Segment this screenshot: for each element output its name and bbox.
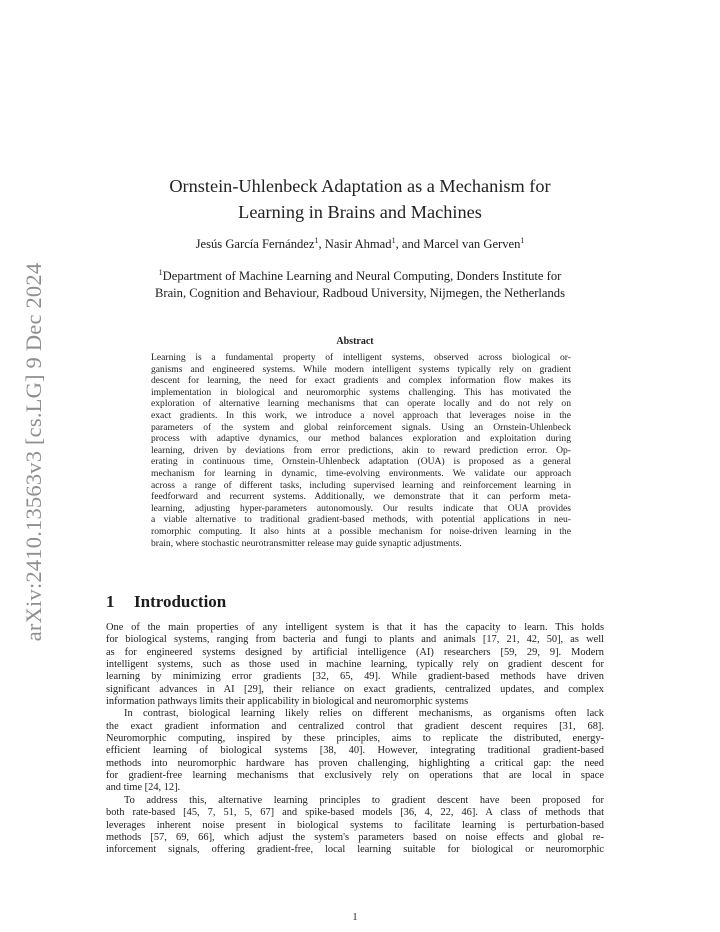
paragraph-line: significant advances in AI [29], their reliance on exact gradients, centralized updates, and complex bbox=[106, 683, 604, 695]
paragraph-line: methods into neuromorphic hardware has proven challenging, highlighting a critical gap: the need bbox=[106, 757, 604, 769]
abstract-line: process with adaptive dynamics, our method balances exploration and exploitation during bbox=[151, 433, 571, 445]
author-separator: , and bbox=[395, 237, 424, 252]
section-title: Introduction bbox=[134, 592, 227, 611]
introduction-text bbox=[106, 622, 604, 857]
author-name: Marcel van Gerven bbox=[423, 237, 521, 252]
abstract-line: parameters of the system and global reinforcement signals. Using an Ornstein-Uhlenbeck bbox=[151, 421, 571, 433]
abstract-line: learning, driven by deviations from error predictions, akin to reward prediction error. Op- bbox=[151, 444, 571, 456]
page-number: 1 bbox=[352, 912, 358, 923]
paragraph-line: both rate-based [45, 7, 51, 5, 67] and spike-based models [36, 4, 22, 46]. A class of methods that bbox=[106, 807, 604, 819]
paragraph-line: for gradient-free learning mechanisms that exclusively rely on operations that are local in space bbox=[106, 770, 604, 782]
affiliation bbox=[0, 264, 720, 302]
affiliation-line: Department of Machine Learning and Neural Computing, Donders Institute for bbox=[162, 269, 562, 284]
author-separator: , bbox=[318, 237, 325, 252]
arxiv-identifier bbox=[20, 252, 48, 652]
author-name: Jesús García Fernández bbox=[195, 237, 315, 252]
abstract-line: implementation in biological and neuromorphic systems challenging. This has motivated the bbox=[151, 386, 571, 398]
affiliation-line: Brain, Cognition and Behaviour, Radboud University, Nijmegen, the Netherlands bbox=[155, 286, 565, 301]
paragraph-line: learning by minimizing error gradients [32, 65, 49]. While gradient-based methods have driven bbox=[106, 671, 604, 683]
paragraph-line: leverages inherent noise present in biological systems to facilitate learning is perturbation-based bbox=[106, 819, 604, 831]
affiliation-mark: 1 bbox=[520, 236, 525, 245]
paper-title bbox=[0, 173, 720, 225]
paragraph-line: In contrast, biological learning likely relies on different mechanisms, as organisms often lack bbox=[124, 708, 604, 720]
paragraph-line: the exact gradient information and centralized control that gradient descent requires [31, 68]. bbox=[106, 720, 604, 732]
author-list bbox=[0, 236, 720, 252]
abstract-heading: Abstract bbox=[336, 336, 374, 347]
paragraph-line: efficient learning of biological systems [38, 40]. However, integrating traditional gradient-based bbox=[106, 745, 604, 757]
paragraph-line: and time [24, 12]. bbox=[106, 782, 181, 794]
affiliation-mark: 1 bbox=[314, 236, 319, 245]
abstract-line: Learning is a fundamental property of intelligent systems, observed across biological or- bbox=[151, 352, 571, 363]
paragraph-line: as for engineered systems designed by artificial intelligence (AI) researchers [59, 29, 9]. Modern bbox=[106, 646, 604, 658]
affiliation-mark: 1 bbox=[391, 236, 396, 245]
abstract-line: feedforward and recurrent systems. Additionally, we demonstrate that it can perform meta- bbox=[151, 491, 571, 503]
abstract-line: exact gradients. In this work, we introduce a novel approach that leverages noise in the bbox=[151, 409, 571, 421]
author-name: Nasir Ahmad bbox=[324, 237, 392, 252]
paragraph-line: Neuromorphic computing, inspired by these principles, aims to replicate the distributed, energy- bbox=[106, 733, 604, 745]
abstract-line: mechanism for learning in dynamic, time-evolving environments. We validate our approach bbox=[151, 467, 571, 479]
abstract-line: brain, where stochastic neurotransmitter release may guide synaptic adjustments. bbox=[151, 537, 462, 549]
abstract-line: romorphic computing. It also hints at a possible mechanism for noise-driven learning in the bbox=[151, 525, 571, 537]
paragraph-line: To address this, alternative learning principles to gradient descent have been proposed for bbox=[124, 794, 604, 806]
section-number: 1 bbox=[106, 592, 115, 611]
abstract-line: erating in continuous time, Ornstein-Uhlenbeck adaptation (OUA) is proposed as a general bbox=[151, 456, 571, 468]
arxiv-identifier-text: arXiv:2410.13563v3 [cs.LG] 9 Dec 2024 bbox=[21, 262, 46, 642]
abstract-line: a viable alternative to traditional gradient-based methods, with potential applications in neu- bbox=[151, 514, 571, 526]
abstract-body bbox=[151, 352, 571, 549]
title-line: Learning in Brains and Machines bbox=[238, 202, 482, 222]
affiliation-mark: 1 bbox=[158, 268, 163, 277]
paragraph-line: inforcement signals, offering gradient-free, local learning suitable for biological or neuromorphic bbox=[106, 844, 604, 856]
abstract-line: ganisms and engineered systems. While modern intelligent systems typically rely on gradient bbox=[151, 363, 571, 375]
abstract-line: descent for learning, the need for exact gradients and complex information flow makes its bbox=[151, 375, 571, 387]
paragraph-line: information pathways limits their applicability in biological and neuromorphic systems bbox=[106, 696, 469, 708]
paragraph-line: intelligent systems, such as those used in machine learning, typically rely on gradient descent for bbox=[106, 659, 604, 671]
paragraph-line: for biological systems, ranging from bacteria and fungi to plants and animals [17, 21, 42, 50], as well bbox=[106, 634, 604, 646]
abstract-line: learning, adjusting hyper-parameters autonomously. Our results indicate that OUA provides bbox=[151, 502, 571, 514]
paragraph-line: One of the main properties of any intelligent system is that it has the capacity to learn. This holds bbox=[106, 622, 604, 633]
paragraph-line: methods [57, 69, 66], which adjust the system's parameters based on noise effects and global re- bbox=[106, 831, 604, 843]
abstract-line: exploration of alternative learning mechanisms that can operate locally and do not rely on bbox=[151, 398, 571, 410]
title-line: Ornstein-Uhlenbeck Adaptation as a Mechanism for bbox=[169, 176, 551, 196]
section-heading bbox=[106, 592, 226, 612]
abstract-line: across a range of different tasks, including supervised learning and reinforcement learning in bbox=[151, 479, 571, 491]
